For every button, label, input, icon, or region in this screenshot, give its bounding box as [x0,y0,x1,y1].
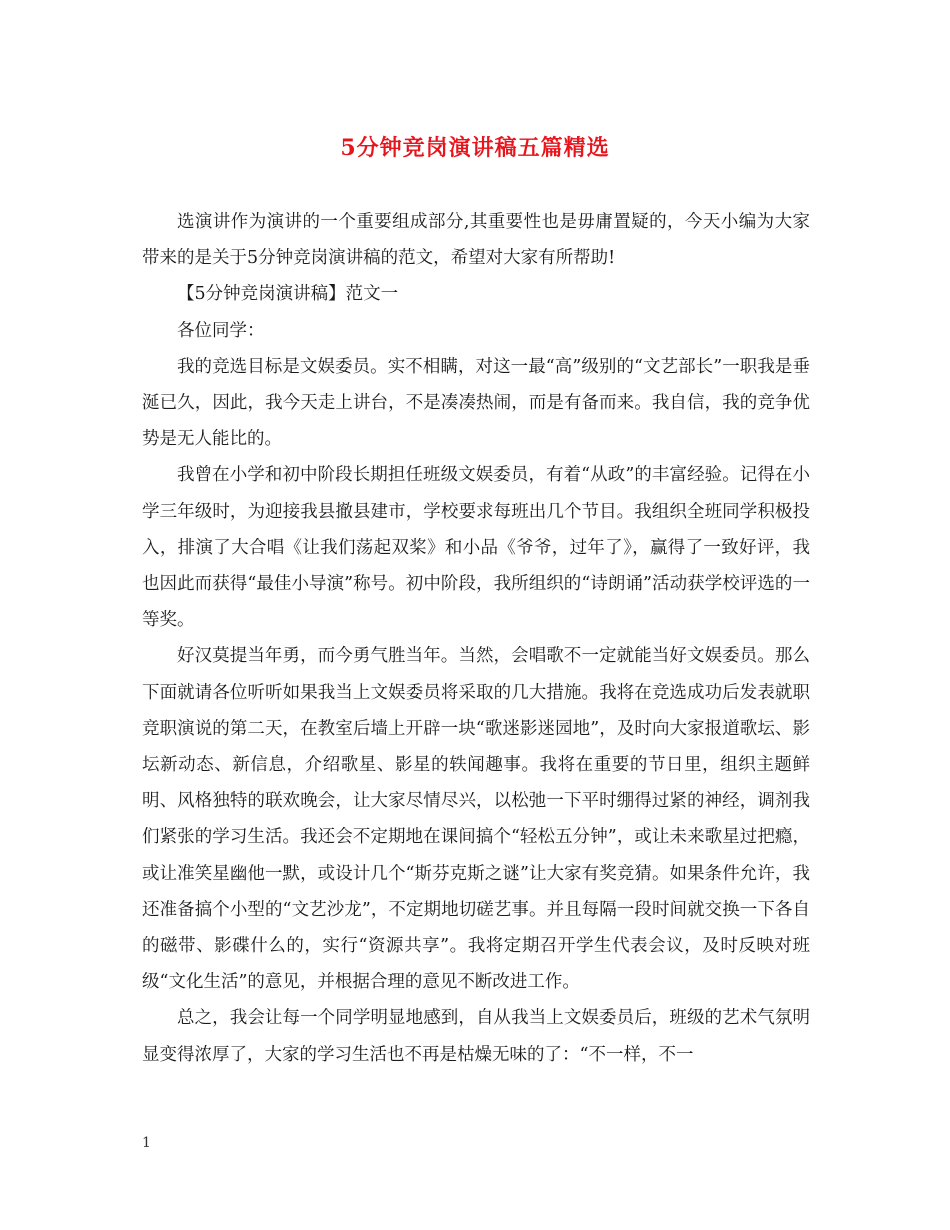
paragraph-measures: 好汉莫提当年勇，而今勇气胜当年。当然，会唱歌不一定就能当好文娱委员。那么下面就请各位听听如果我当上文娱委员将采取的几大措施。我将在竞选成功后发表就职竞职演说的第二天，在教室后墙上开辟一块“歌迷影迷园地”，及时向大家报道歌坛、影坛新动态、新信息，介绍歌星、影星的轶闻趣事。我将在重要的节日里，组织主题鲜明、风格独特的联欢晚会，让大家尽情尽兴，以松弛一下平时绷得过紧的神经，调剂我们紧张的学习生活。我还会不定期地在课间搞个“轻松五分钟”，或让未来歌星过把瘾，或让准笑星幽他一默，或设计几个“斯芬克斯之谜”让大家有奖竞猜。如果条件允许，我还准备搞个小型的“文艺沙龙”，不定期地切磋艺事。并且每隔一段时间就交换一下各自的磁带、影碟什么的，实行“资源共享”。我将定期召开学生代表会议，及时反映对班级“文化生活”的意见，并根据合理的意见不断改进工作。 [142,646,810,993]
paragraph-conclusion: 总之，我会让每一个同学明显地感到，自从我当上文娱委员后，班级的艺术气氛明显变得浓厚了，大家的学习生活也不再是枯燥无味的了：“不一样，不一 [142,1008,810,1065]
document-body [142,204,810,1073]
paragraph-experience: 我曾在小学和初中阶段长期担任班级文娱委员，有着“从政”的丰富经验。记得在小学三年级时，为迎接我县撤县建市，学校要求每班出几个节目。我组织全班同学积极投入，排演了大合唱《让我们荡起双桨》和小品《爷爷，过年了》，赢得了一致好评，我也因此而获得“最佳小导演”称号。初中阶段，我所组织的“诗朗诵”活动获学校评选的一等奖。 [142,465,810,631]
paragraph-salutation: 各位同学： [177,320,265,341]
paragraph-goal: 我的竞选目标是文娱委员。实不相瞒，对这一最“高”级别的“文艺部长”一职我是垂涎已久，因此，我今天走上讲台，不是凑凑热闹，而是有备而来。我自信，我的竞争优势是无人能比的。 [142,356,810,450]
document-title: 5分钟竞岗演讲稿五篇精选 [340,135,610,161]
paragraph-section-heading: 【5分钟竞岗演讲稿】范文一 [177,284,399,305]
paragraph-intro: 选演讲作为演讲的一个重要组成部分,其重要性也是毋庸置疑的，今天小编为大家带来的是关于5分钟竞岗演讲稿的范文，希望对大家有所帮助! [142,212,810,269]
page-number: 1 [142,1135,151,1151]
